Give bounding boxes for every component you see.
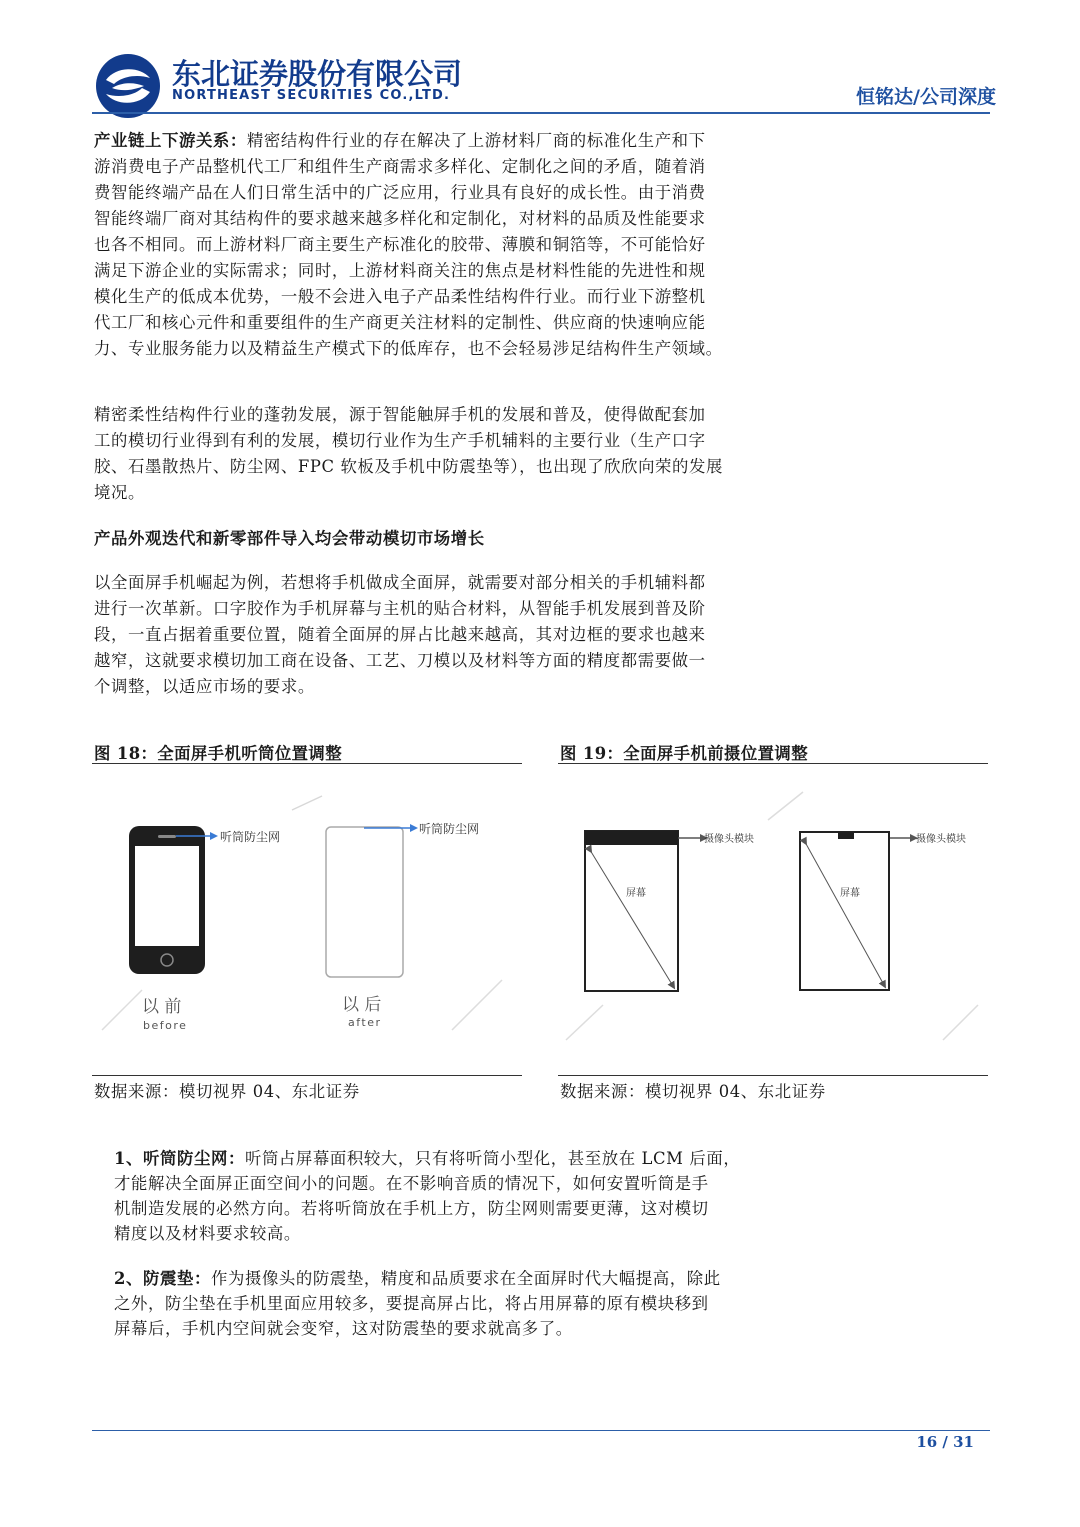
after-label-cn: 以 后 bbox=[342, 995, 382, 1015]
text-line: 也各不相同。而上游材料厂商主要生产标准化的胶带、薄膜和铜箔等，不可能恰好 bbox=[94, 235, 706, 254]
company-name-en: NORTHEAST SECURITIES CO.,LTD. bbox=[172, 88, 451, 103]
text-line: 费智能终端产品在人们日常生活中的广泛应用，行业具有良好的成长性。由于消费 bbox=[94, 183, 706, 202]
phone-notch-icon bbox=[800, 832, 889, 990]
figure-19-top-rule bbox=[558, 763, 988, 764]
item-lead: 2、防震垫： bbox=[114, 1269, 211, 1288]
page-number: 16 / 31 bbox=[916, 1433, 974, 1451]
text-line: 精密柔性结构件行业的蓬勃发展，源于智能触屏手机的发展和普及，使得做配套加 bbox=[94, 405, 706, 424]
header-divider bbox=[92, 112, 990, 114]
text-line: 游消费电子产品整机代工厂和组件生产商需求多样化、定制化之间的矛盾，随着消 bbox=[94, 157, 706, 176]
figure-19-caption: 图 19：全面屏手机前摄位置调整 bbox=[560, 744, 808, 763]
text-line: 进行一次革新。口字胶作为手机屏幕与主机的贴合材料，从智能手机发展到普及阶 bbox=[94, 599, 706, 618]
paragraph-lead: 产业链上下游关系： bbox=[94, 131, 247, 150]
phone-after-icon bbox=[326, 827, 403, 977]
before-label-en: before bbox=[143, 1019, 188, 1032]
figure-19-diagram bbox=[558, 780, 988, 1070]
figure-18-bottom-rule bbox=[92, 1075, 522, 1076]
paragraph-full-screen bbox=[94, 570, 778, 700]
screen-label-left: 屏幕 bbox=[626, 888, 646, 899]
before-label-cn: 以 前 bbox=[142, 997, 182, 1017]
item-shock-pad bbox=[114, 1266, 778, 1341]
text-line: 模化生产的低成本优势，一般不会进入电子产品柔性结构件行业。而行业下游整机 bbox=[94, 287, 706, 306]
mesh-label-after: 听筒防尘网 bbox=[419, 822, 480, 836]
after-label-en: after bbox=[348, 1016, 382, 1029]
text-line: 屏幕后，手机内空间就会变窄，这对防震垫的要求就高多了。 bbox=[114, 1319, 573, 1338]
footer-divider bbox=[92, 1430, 990, 1431]
text-line: 之外，防尘垫在手机里面应用较多，要提高屏占比，将占用屏幕的原有模块移到 bbox=[114, 1294, 709, 1313]
text-line: 满足下游企业的实际需求；同时，上游材料商关注的焦点是材料性能的先进性和规 bbox=[94, 261, 706, 280]
camera-label-left: 摄像头模块 bbox=[704, 834, 754, 845]
company-name-cn: 东北证券股份有限公司 bbox=[172, 57, 463, 91]
mesh-label-before: 听筒防尘网 bbox=[220, 830, 281, 844]
text-line: 胶、石墨散热片、防尘网、FPC 软板及手机中防震垫等），也出现了欣欣向荣的发展 bbox=[94, 457, 724, 476]
section-heading: 产品外观迭代和新零部件导入均会带动模切市场增长 bbox=[94, 529, 485, 548]
text-line: 作为摄像头的防震垫，精度和品质要求在全面屏时代大幅提高，除此 bbox=[210, 1269, 721, 1288]
text-line: 智能终端厂商对其结构件的要求越来越多样化和定制化，对材料的品质及性能要求 bbox=[94, 209, 706, 228]
text-line: 精度以及材料要求较高。 bbox=[114, 1224, 301, 1243]
text-line: 越窄，这就要求模切加工商在设备、工艺、刀模以及材料等方面的精度都需要做一 bbox=[94, 651, 706, 670]
paragraph-supply-chain bbox=[94, 128, 778, 362]
report-title: 恒铭达/公司深度 bbox=[856, 86, 996, 108]
text-line: 代工厂和核心元件和重要组件的生产商更关注材料的定制性、供应商的快速响应能 bbox=[94, 313, 706, 332]
figure-18-caption: 图 18：全面屏手机听筒位置调整 bbox=[94, 744, 342, 763]
figure-18-source: 数据来源：模切视界 04、东北证券 bbox=[94, 1082, 360, 1101]
paragraph-die-cutting bbox=[94, 402, 778, 506]
camera-label-right: 摄像头模块 bbox=[916, 834, 966, 845]
text-line: 境况。 bbox=[94, 483, 145, 502]
screen-label-right: 屏幕 bbox=[840, 888, 860, 899]
text-line: 听筒占屏幕面积较大，只有将听筒小型化，甚至放在 LCM 后面， bbox=[244, 1149, 741, 1168]
phone-camera-bar-icon bbox=[585, 831, 678, 991]
figure-19-source: 数据来源：模切视界 04、东北证券 bbox=[560, 1082, 826, 1101]
figure-18-top-rule bbox=[92, 763, 522, 764]
text-line: 段，一直占据着重要位置，随着全面屏的屏占比越来越高，其对边框的要求也越来 bbox=[94, 625, 706, 644]
text-line: 力、专业服务能力以及精益生产模式下的低库存，也不会轻易涉足结构件生产领域。 bbox=[94, 339, 723, 358]
figure-19-bottom-rule bbox=[558, 1075, 988, 1076]
text-line: 精密结构件行业的存在解决了上游材料厂商的标准化生产和下 bbox=[246, 131, 706, 150]
text-line: 个调整，以适应市场的要求。 bbox=[94, 677, 315, 696]
text-line: 机制造发展的必然方向。若将听筒放在手机上方，防尘网则需要更薄，这对模切 bbox=[114, 1199, 709, 1218]
text-line: 以全面屏手机崛起为例，若想将手机做成全面屏，就需要对部分相关的手机辅料都 bbox=[94, 573, 706, 592]
text-line: 才能解决全面屏正面空间小的问题。在不影响音质的情况下，如何安置听筒是手 bbox=[114, 1174, 709, 1193]
text-line: 工的模切行业得到有利的发展，模切行业作为生产手机辅料的主要行业（生产口字 bbox=[94, 431, 706, 450]
item-lead: 1、听筒防尘网： bbox=[114, 1149, 245, 1168]
item-receiver-mesh bbox=[114, 1146, 778, 1246]
northeast-securities-logo-icon bbox=[94, 52, 162, 120]
figure-18-diagram bbox=[92, 780, 522, 1070]
